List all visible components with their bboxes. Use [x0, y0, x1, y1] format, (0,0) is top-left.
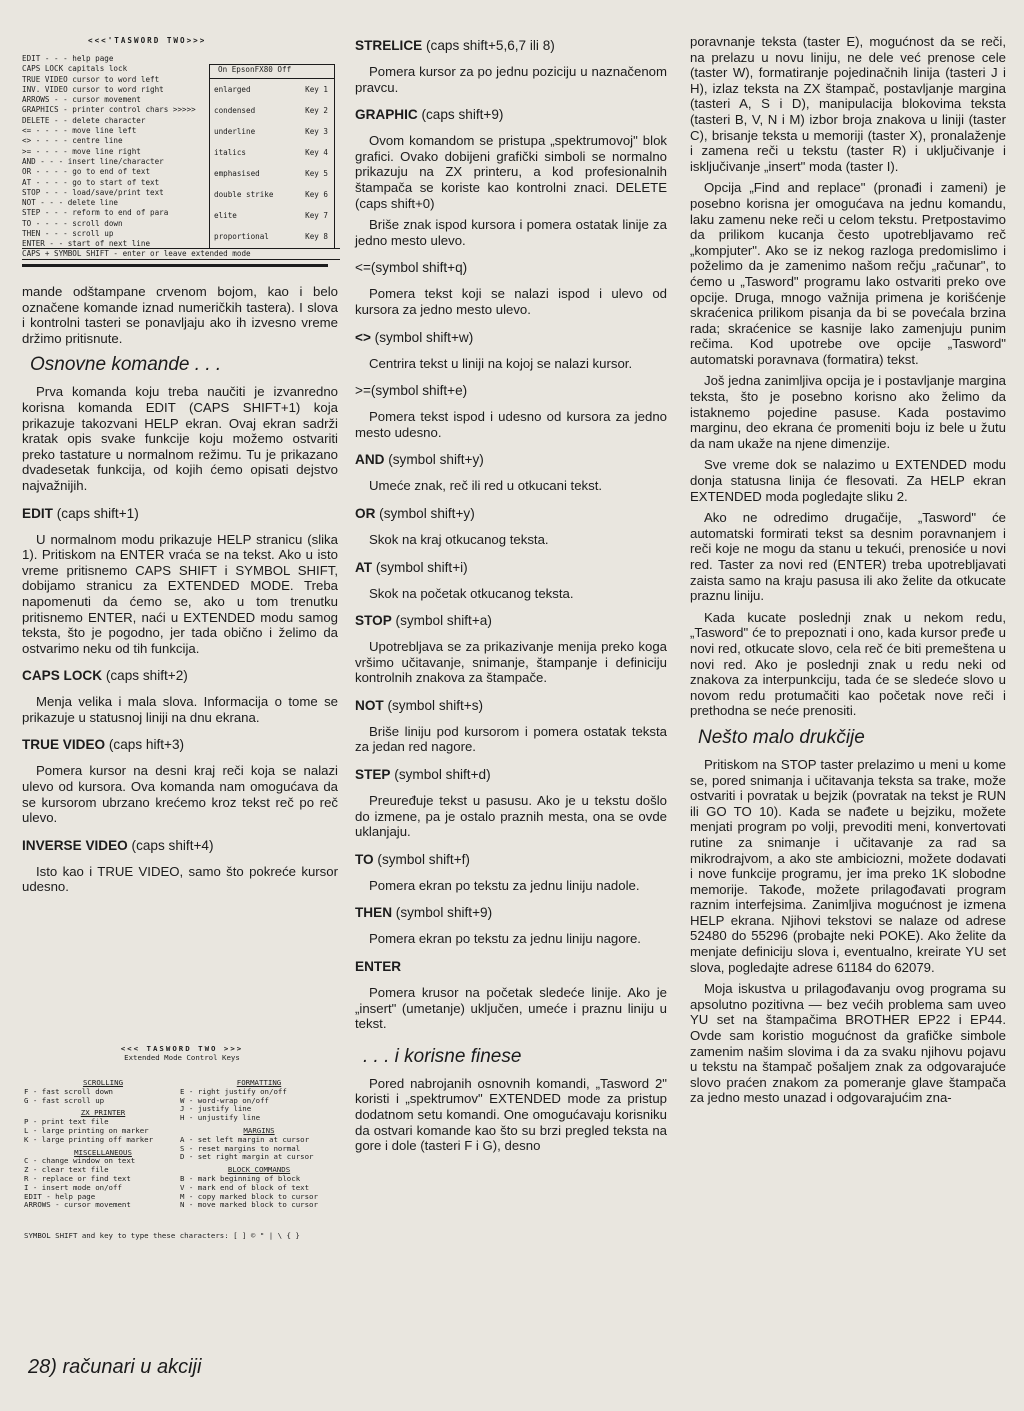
command-step: [355, 767, 667, 783]
command-edit: [22, 506, 338, 522]
command-name: AND: [355, 452, 385, 468]
extended-section-heading: ZX PRINTER: [80, 1108, 126, 1118]
extended-section-heading: FORMATTING: [236, 1078, 282, 1087]
command-graphic: [355, 107, 667, 123]
extended-mode-figure: [24, 1045, 340, 1245]
command-to: [355, 852, 667, 868]
command-name: EDIT: [22, 505, 53, 521]
command-keys: (caps shift+2): [102, 668, 188, 684]
command-description: Isto kao i TRUE VIDEO, samo što pokreće kursor udesno.: [22, 863, 338, 895]
column-left: [22, 284, 338, 901]
help-screen-figure: [22, 36, 338, 260]
extended-item: Z - clear text file: [24, 1165, 109, 1175]
extended-screen-title: <<< TASWORD TWO >>>: [120, 1044, 244, 1053]
command-at: [355, 560, 667, 576]
extended-section-heading: SCROLLING: [82, 1078, 124, 1087]
command-keys: (symbol shift+y): [384, 452, 484, 468]
help-line: TO - - - - scroll down: [22, 218, 123, 228]
printer-control-key: Key 1: [305, 85, 328, 94]
command-inverse-video: [22, 838, 338, 854]
printer-control-label: proportional: [214, 232, 269, 241]
section-heading-nesto-drukcije: Nešto malo drukčije: [698, 726, 865, 748]
command-description: Briše znak ispod kursora i pomera ostatak linije za jedno mesto ulevo.: [355, 217, 667, 248]
help-screen-rule: [22, 264, 328, 267]
extended-item: C - change window on text: [24, 1156, 136, 1166]
extended-right-column: [180, 1075, 338, 1210]
command-keys: (caps shift+5,6,7 ili 8): [422, 38, 555, 53]
help-line: THEN - - - scroll up: [22, 229, 114, 239]
page-footer: 28) računari u akciji: [28, 1356, 202, 1378]
command-keys: (symbol shift+9): [392, 905, 493, 921]
printer-control-key: Key 2: [305, 106, 328, 115]
command-description: Pomera ekran po tekstu za jednu liniju nagore.: [369, 931, 641, 947]
printer-control-panel: [209, 64, 335, 249]
extended-section-heading: MARGINS: [243, 1125, 275, 1135]
paragraph: Pored nabrojanih osnovnih komandi, „Tasword 2" koristi i „spektrumov" EXTENDED mode za pristup dodatnom setu komandi. One omogućavaju korisniku da ostvari komande kao što su brzi pregled teksta na gore i dole (tasteri F i G), desno: [355, 1075, 667, 1154]
printer-control-row: [210, 121, 334, 142]
command-description: Pomera tekst koji se nalazi ispod i ulevo od kursora za jedno mesto ulevo.: [355, 286, 667, 317]
printer-control-row: [210, 100, 334, 121]
printer-control-key: Key 6: [305, 190, 328, 199]
command-less-equal: [355, 260, 667, 276]
command-stop: [355, 613, 667, 629]
extended-item: I - insert mode on/off: [24, 1182, 122, 1192]
paragraph: poravnanje teksta (taster E), mogućnost da se reči, na prelazu u novu liniju, ne dele već prenose cele (taster W), formatiranje pojedinačnih linija (tasteri J i H), izlaz teksta na ZX štampač, postavljanje margina (tasteri A, S i D), manipulacija blokovima teksta (tasteri B, V, N i M) izbor broja znakova u liniji (taster C), brisanje teksta u memoriji (taster X), pronalaženje i zamena reči u tekstu (taster R) i uključivanje i isključivanje „insert" moda (taster I).: [690, 34, 1006, 174]
command-keys: (caps shift+9): [417, 107, 504, 123]
paragraph: Ako ne odredimo drugačije, „Tasword" će automatski formirati tekst sa desnim poravnanjem i reči koje ne mogu da stanu u tekući, prenosiće u novi red. Taster za novi red (ENTER) treba upotrebljavati zaista samo na kraju pasusa ili ako želite da otkucate praznu liniju.: [690, 510, 1006, 604]
command-keys: (symbol shift+y): [375, 505, 475, 521]
command-name: TO: [355, 851, 374, 867]
help-line: >= - - - - move line right: [22, 146, 141, 156]
command-description: Centrira tekst u liniji na kojoj se nalazi kursor.: [369, 355, 633, 371]
printer-control-label: underline: [214, 127, 256, 136]
printer-control-row: [210, 226, 334, 247]
extended-item: V - mark end of block of text: [180, 1182, 310, 1192]
extended-item: S - reset margins to normal: [180, 1143, 301, 1153]
command-name: GRAPHIC: [355, 107, 418, 123]
extended-item: G - fast scroll up: [24, 1095, 105, 1105]
command-name: STOP: [355, 613, 392, 629]
command-name: STEP: [355, 767, 391, 783]
command-keys: (caps shift+1): [52, 505, 139, 521]
extended-item: F - fast scroll down: [24, 1086, 113, 1096]
printer-control-row: [210, 142, 334, 163]
help-line: GRAPHICS - printer control chars >>>>>: [22, 105, 196, 115]
command-description: Pomera tekst ispod i udesno od kursora za jedno mesto udesno.: [355, 409, 667, 440]
command-keys: (symbol shift+a): [391, 613, 492, 629]
help-screen-key-list: [22, 54, 207, 250]
help-line: NOT - - - delete line: [22, 198, 119, 208]
help-line: STEP - - - reform to end of para: [22, 208, 169, 218]
paragraph: Moja iskustva u prilagođavanju ovog programa su apsolutno pozitivna — bez većih problema sam uveo YU set na štampačima BROTHER EP22 i EP44. Ovde sam koristio mogućnost da grafičke simbole zamenim našim slovima i da za svaku njihovu pojavu u tekstu na štampač pošaljem znak za odgovarajuće slovo praćen znakom za pomeranje glave štampača za jedno mesto unazad i odgovarajućim zna-: [690, 981, 1006, 1106]
command-name: CAPS LOCK: [22, 668, 103, 684]
extended-screen-subtitle: Extended Mode Control Keys: [124, 1052, 240, 1062]
printer-control-key: Key 5: [305, 169, 328, 178]
command-description: Upotrebljava se za prikazivanje menija preko koga vršimo učitavanje, snimanje, štampanje i definiciju kontrolnih znakova za štampače.: [355, 639, 667, 686]
command-true-video: [22, 737, 338, 753]
command-and: [355, 452, 667, 468]
printer-control-row: [210, 163, 334, 184]
paragraph: Sve vreme dok se nalazimo u EXTENDED modu donja statusna linija će flesovati. Za HELP ekran EXTENDED moda pogledajte sliku 2.: [690, 457, 1006, 504]
command-description: Menja velika i mala slova. Informacija o tome se prikazuje u statusnoj liniji na dnu ekrana.: [22, 694, 338, 725]
printer-control-key: Key 8: [305, 232, 328, 241]
command-keys: (symbol shift+d): [390, 767, 491, 783]
section-heading-basic-commands: Osnovne komande . . .: [30, 354, 222, 376]
command-name: STRELICE: [355, 38, 423, 53]
paragraph: Opcija „Find and replace" (pronađi i zameni) je posebno korisna jer omogućava na jednu komandu, laku zamenu neke reči u celom tekstu. Pretpostavimo da prilikom kucanja često upotrebljavamo reč „kompjuter". Ako se iz nekog razloga predomislimo i poželimo da je zamenimo našom rečju „računar", to ćemo u „Tasword" programu lako ostvariti preko ove opcije. Druga, mnogo važnija primena je korišćenje skraćenica prilikom pisanja da bi se povećala brzina rada; skraćenice se kasnije lako zamenjuju punim rečima. Kod upotrebe ove opcije „Tasword" automatski poravnava (formatira) tekst.: [690, 180, 1006, 367]
printer-control-header: On EpsonFX80 Off: [210, 65, 334, 79]
command-description: Pomera kursor na desni kraj reči koja se nalazi ulevo od kursora. Ova komanda nam omogućava da se kursorom ubrzano krećemo kroz tekst reč po reč ulevo.: [22, 763, 338, 826]
extended-left-column: [24, 1075, 182, 1210]
command-description: U normalnom modu prikazuje HELP stranicu (slika 1). Pritiskom na ENTER vraća se na tekst. Ako u isto vreme pritisnemo CAPS SHIFT i SYMBOL SHIFT, dobijamo stranicu za EXTENDED MODE. Treba napomenuti da ćemo se, ako u tom trenutku pritisnemo ENTER, naći u EXTENDED modu samog teksta, što je pogodno, jer tada obično i želimo da ostvarimo neku od tih funkcija.: [22, 531, 338, 656]
help-line: INV. VIDEO cursor to word right: [22, 84, 164, 94]
help-line: STOP - - - load/save/print text: [22, 187, 164, 197]
extended-item: P - print text file: [24, 1117, 109, 1127]
command-keys: (symbol shift+s): [383, 697, 484, 713]
command-keys: >=(symbol shift+e): [355, 383, 468, 399]
paragraph: Kada kucate poslednji znak u nekom redu, „Tasword" će to prepoznati i ono, kada kursor pređe u novi red, otkucate slovo, cela reč će biti premeštena u novi red. Ako je poslednji znak u redu neki od znakova za interpunkciju, tada će se sledeće slovo u novom redu protumačiti kao početak nove reči i prethodna se neće prenositi.: [690, 609, 1006, 719]
help-line: <> - - - - centre line: [22, 136, 123, 146]
help-line: EDIT - - - help page: [22, 54, 114, 63]
extended-item: D - set right margin at cursor: [180, 1152, 314, 1162]
printer-control-row: [210, 184, 334, 205]
command-keys: (caps hift+3): [105, 737, 185, 753]
printer-control-label: elite: [214, 211, 237, 220]
command-description: Pomera ekran po tekstu za jednu liniju nadole.: [369, 877, 640, 893]
extended-item: W - word-wrap on/off: [180, 1095, 269, 1105]
help-line: DELETE - - delete character: [22, 115, 146, 125]
intro-paragraph: mande odštampane crvenom bojom, kao i belo označene komande iznad numeričkih tastera). I slova i kontrolni tasteri se ponavljaju ako ih izvesno vreme držimo pritisnute.: [22, 284, 338, 346]
printer-control-label: enlarged: [214, 85, 251, 94]
extended-section-heading: MISCELLANEOUS: [74, 1147, 132, 1157]
printer-control-label: italics: [214, 148, 247, 157]
command-keys: (symbol shift+f): [373, 851, 470, 867]
extended-item: H - unjustify line: [180, 1113, 261, 1123]
command-name: AT: [355, 559, 373, 575]
command-enter: [355, 959, 667, 975]
help-screen-status-line: CAPS + SYMBOL SHIFT - enter or leave extended mode: [22, 248, 340, 260]
extended-item: R - replace or find text: [24, 1173, 131, 1183]
paragraph: Prva komanda koju treba naučiti je izvanredno korisna komanda EDIT (CAPS SHIFT+1) koja prikazuje takozvani HELP ekran. Ovaj ekran sadrži kratak opis svake funkcije koju možemo ostvariti preko tastature u normalnom režimu. Tu je prikazano dvadesetak funkcija, od kojih ćemo opisati dejstvo najvažnijih.: [22, 384, 338, 493]
extended-item: K - large printing off marker: [24, 1134, 154, 1144]
paragraph: Pritiskom na STOP taster prelazimo u meni u kome se, pored snimanja i učitavanja teksta sa trake, može ostvariti i povratak u bejzik (povratak na tekst je RUN ili GO TO 10). Kada se nađete u bejziku, možete menjati program po volji, prevoditi meni, konvertovati rutine za snimanje i učitavanje za rad sa mikrodrajvom, a ako ste ambiciozni, možete dodavati i nove funkcije programu, jer ima preko 1K slobodne memorije. Takođe, možete prilagođavati program raznim interfejsima. Zanimljiva mogućnost je izmena HELP ekrana. Njihovi tekstovi se nalaze od adrese 52480 do 55296 (probajte neki POKE). Ako želite da menjate definiciju slova i, eventualno, kreirate YU set slova, pogledajte adrese 61184 do 62079.: [690, 756, 1006, 975]
extended-item: N - move marked block to cursor: [180, 1200, 318, 1210]
command-description: Ovom komandom se pristupa „spektrumovoj" blok grafici. Ovako dobijeni grafički simboli se normalno prikazuju na ZX printeru, a kod profesionalnih štampača se koriste kao kontrolni znaci. DELETE (caps shift+0): [355, 133, 667, 211]
extended-screen-footer: SYMBOL SHIFT and key to type these characters: [ ] © " | \ { }: [24, 1231, 300, 1240]
help-line: ARROWS - - cursor movement: [22, 95, 141, 105]
command-name: <>: [355, 329, 371, 345]
extended-item: B - mark beginning of block: [180, 1173, 301, 1183]
extended-section-heading: BLOCK COMMANDS: [227, 1165, 291, 1175]
command-name: INVERSE VIDEO: [22, 837, 128, 853]
command-not-equal: [355, 330, 667, 346]
printer-control-row: [210, 205, 334, 226]
column-right: [690, 34, 1006, 1112]
help-line: AND - - - insert line/character: [22, 156, 164, 166]
column-middle: [355, 34, 667, 1160]
command-keys: (caps shift+4): [127, 837, 214, 853]
printer-control-label: condensed: [214, 106, 256, 115]
paragraph: Još jedna zanimljiva opcija je i postavljanje margina teksta, što je posebno korisno ako želimo da istaknemo pojedine pasuse. Kada postavimo marginu, deo ekrana će promeniti boju iz bele u žutu da nam ukaže na njene dimenzije.: [690, 373, 1006, 451]
printer-control-key: Key 4: [305, 148, 328, 157]
command-keys: <=(symbol shift+q): [355, 260, 468, 276]
command-greater-equal: [355, 383, 667, 399]
command-then: [355, 905, 667, 921]
help-line: AT - - - - go to start of text: [22, 177, 160, 187]
command-caps-lock: [22, 668, 338, 684]
extended-item: EDIT - help page: [24, 1191, 96, 1201]
printer-control-label: emphasised: [214, 169, 260, 178]
command-description: Briše liniju pod kursorom i pomera ostatak teksta za jedan red nagore.: [355, 723, 667, 755]
command-strelice: [355, 38, 667, 54]
printer-control-row: [210, 79, 334, 100]
extended-item: ARROWS - cursor movement: [24, 1200, 131, 1210]
extended-item: E - right justify on/off: [180, 1086, 287, 1096]
command-description: Pomera kursor za po jednu poziciju u naznačenom pravcu.: [355, 64, 667, 95]
extended-item: J - justify line: [180, 1104, 252, 1114]
command-or: [355, 506, 667, 522]
help-line: <= - - - - move line left: [22, 126, 137, 136]
command-name: THEN: [355, 905, 393, 921]
help-line: ENTER - - start of next line: [22, 239, 151, 249]
printer-control-label: double strike: [214, 190, 274, 199]
extended-item: L - large printing on marker: [24, 1125, 149, 1135]
command-description: Umeće znak, reč ili red u otkucani tekst.: [369, 478, 603, 494]
printer-control-key: Key 7: [305, 211, 328, 220]
command-name: ENTER: [355, 959, 402, 975]
printer-control-key: Key 3: [305, 127, 328, 136]
section-heading-finese: . . . i korisne finese: [363, 1045, 522, 1067]
command-keys: (symbol shift+w): [370, 329, 474, 345]
command-name: TRUE VIDEO: [22, 737, 106, 753]
command-keys: (symbol shift+i): [372, 559, 468, 575]
help-line: TRUE VIDEO cursor to word left: [22, 74, 160, 84]
help-line: CAPS LOCK capitals lock: [22, 64, 128, 74]
help-screen-title: <<<'TASWORD TWO>>>: [88, 36, 207, 45]
extended-item: M - copy marked block to cursor: [180, 1191, 318, 1201]
extended-item: A - set left margin at cursor: [180, 1134, 310, 1144]
command-description: Preuređuje tekst u pasusu. Ako je u tekstu došlo do izmene, pa je ostalo praznih mesta, ona se ovde uklanjaju.: [355, 793, 667, 840]
command-description: Skok na početak otkucanog teksta.: [369, 585, 574, 601]
command-not: [355, 698, 667, 714]
command-name: OR: [355, 505, 376, 521]
command-description: Pomera krusor na početak sledeće linije. Ako je „insert" (umetanje) uključen, umeće i praznu liniju u tekst.: [355, 985, 667, 1032]
command-description: Skok na kraj otkucanog teksta.: [369, 531, 549, 547]
command-name: NOT: [355, 697, 384, 713]
help-line: OR - - - - go to end of text: [22, 167, 151, 177]
